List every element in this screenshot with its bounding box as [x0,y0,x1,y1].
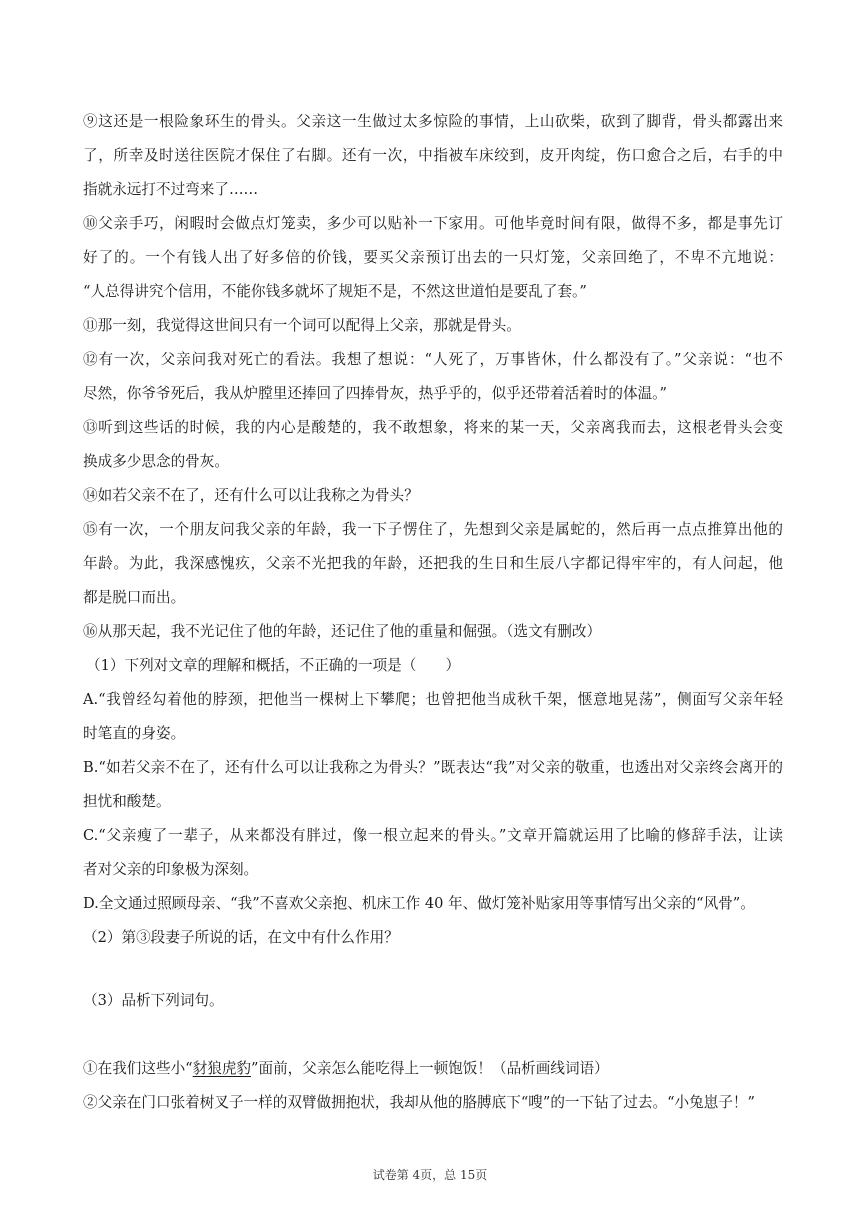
paragraph-9-line-2: 了，所幸及时送往医院才保住了右脚。还有一次，中指被车床绞到，皮开肉绽，伤口愈合之后，右手的中 [83,147,783,164]
question-1-stem: （1）下列对文章的理解和概括，不正确的一项是（ ） [86,657,461,674]
question-3-sentence-1 [83,1059,783,1079]
paragraph-9-line-3: 指就永远打不过弯来了…… [83,181,259,198]
paragraph-10-line-3: “人总得讲究个信用，不能你钱多就坏了规矩不是，不然这世道怕是要乱了套。” [83,283,587,300]
question-1-option-c-line-2: 者对父亲的印象极为深刻。 [83,861,259,878]
paragraph-16-line-1: ⑯从那天起，我不光记住了他的年龄，还记住了他的重量和倔强。（选文有删改） [83,623,602,640]
paragraph-15-line-3: 都是脱口而出。 [83,589,186,606]
question-1-option-a-line-2: 时笔直的身姿。 [83,725,186,742]
question-1-option-a-line-1: A.“我曾经勾着他的脖颈，把他当一棵树上下攀爬；也曾把他当成秋千架，惬意地晃荡”，侧面写父亲年轻 [83,691,783,708]
paragraph-12-line-2: 尽然，你爷爷死后，我从炉膛里还捧回了四捧骨灰，热乎乎的，似乎还带着活着时的体温。” [83,385,667,402]
question-1-option-b-line-2: 担忧和酸楚。 [83,793,171,810]
paragraph-13-line-2: 换成多少思念的骨灰。 [83,453,229,470]
question-1-option-b-line-1: B.“如若父亲不在了，还有什么可以让我称之为骨头？”既表达“我”对父亲的敬重，也透出对父亲终会离开的 [83,759,783,776]
question-2-stem: （2）第③段妻子所说的话，在文中有什么作用？ [83,929,399,946]
paragraph-15-line-1: ⑮有一次，一个朋友问我父亲的年龄，我一下子愣住了，先想到父亲是属蛇的，然后再一点点推算出他的 [83,521,783,538]
page-footer: 试卷第 4页，总 15页 [372,1168,488,1182]
question-3-sentence-2: ②父亲在门口张着树叉子一样的双臂做拥抱状，我却从他的胳膊底下“嗖”的一下钻了过去。“小兔崽子！” [83,1094,755,1111]
sentence-1-suffix: ”面前，父亲怎么能吃得上一顿饱饭！（品析画线词语） [251,1060,609,1077]
underlined-phrase: 豺狼虎豹 [192,1060,252,1077]
sentence-1-prefix: ①在我们这些小“ [83,1060,193,1077]
paragraph-14-line-1: ⑭如若父亲不在了，还有什么可以让我称之为骨头？ [83,487,419,504]
paragraph-10-line-1: ⑩父亲手巧，闲暇时会做点灯笼卖，多少可以贴补一下家用。可他毕竟时间有限，做得不多，都是事先订 [83,215,783,232]
paragraph-10-line-2: 好了的。一个有钱人出了好多倍的价钱，要买父亲预订出去的一只灯笼，父亲回绝了，不卑不亢地说： [83,249,783,266]
question-1-option-d-line-1: D.全文通过照顾母亲、“我”不喜欢父亲抱、机床工作 40 年、做灯笼补贴家用等事情写出父亲的“风骨”。 [83,895,755,912]
paragraph-15-line-2: 年龄。为此，我深感愧疚，父亲不光把我的年龄，还把我的生日和生辰八字都记得牢牢的，有人问起，他 [83,555,783,572]
question-3-stem: （3）品析下列词句。 [83,992,224,1009]
paragraph-12-line-1: ⑫有一次，父亲问我对死亡的看法。我想了想说：“人死了，万事皆休，什么都没有了。”父亲说：“也不 [83,351,783,368]
paragraph-11-line-1: ⑪那一刻，我觉得这世间只有一个词可以配得上父亲，那就是骨头。 [83,317,521,334]
paragraph-9-line-1: ⑨这还是一根险象环生的骨头。父亲这一生做过太多惊险的事情，上山砍柴，砍到了脚背，骨头都露出来 [83,113,783,130]
question-1-option-c-line-1: C.“父亲瘦了一辈子，从来都没有胖过，像一根立起来的骨头。”文章开篇就运用了比喻的修辞手法，让读 [83,827,783,844]
paragraph-13-line-1: ⑬听到这些话的时候，我的内心是酸楚的，我不敢想象，将来的某一天，父亲离我而去，这根老骨头会变 [83,419,783,436]
